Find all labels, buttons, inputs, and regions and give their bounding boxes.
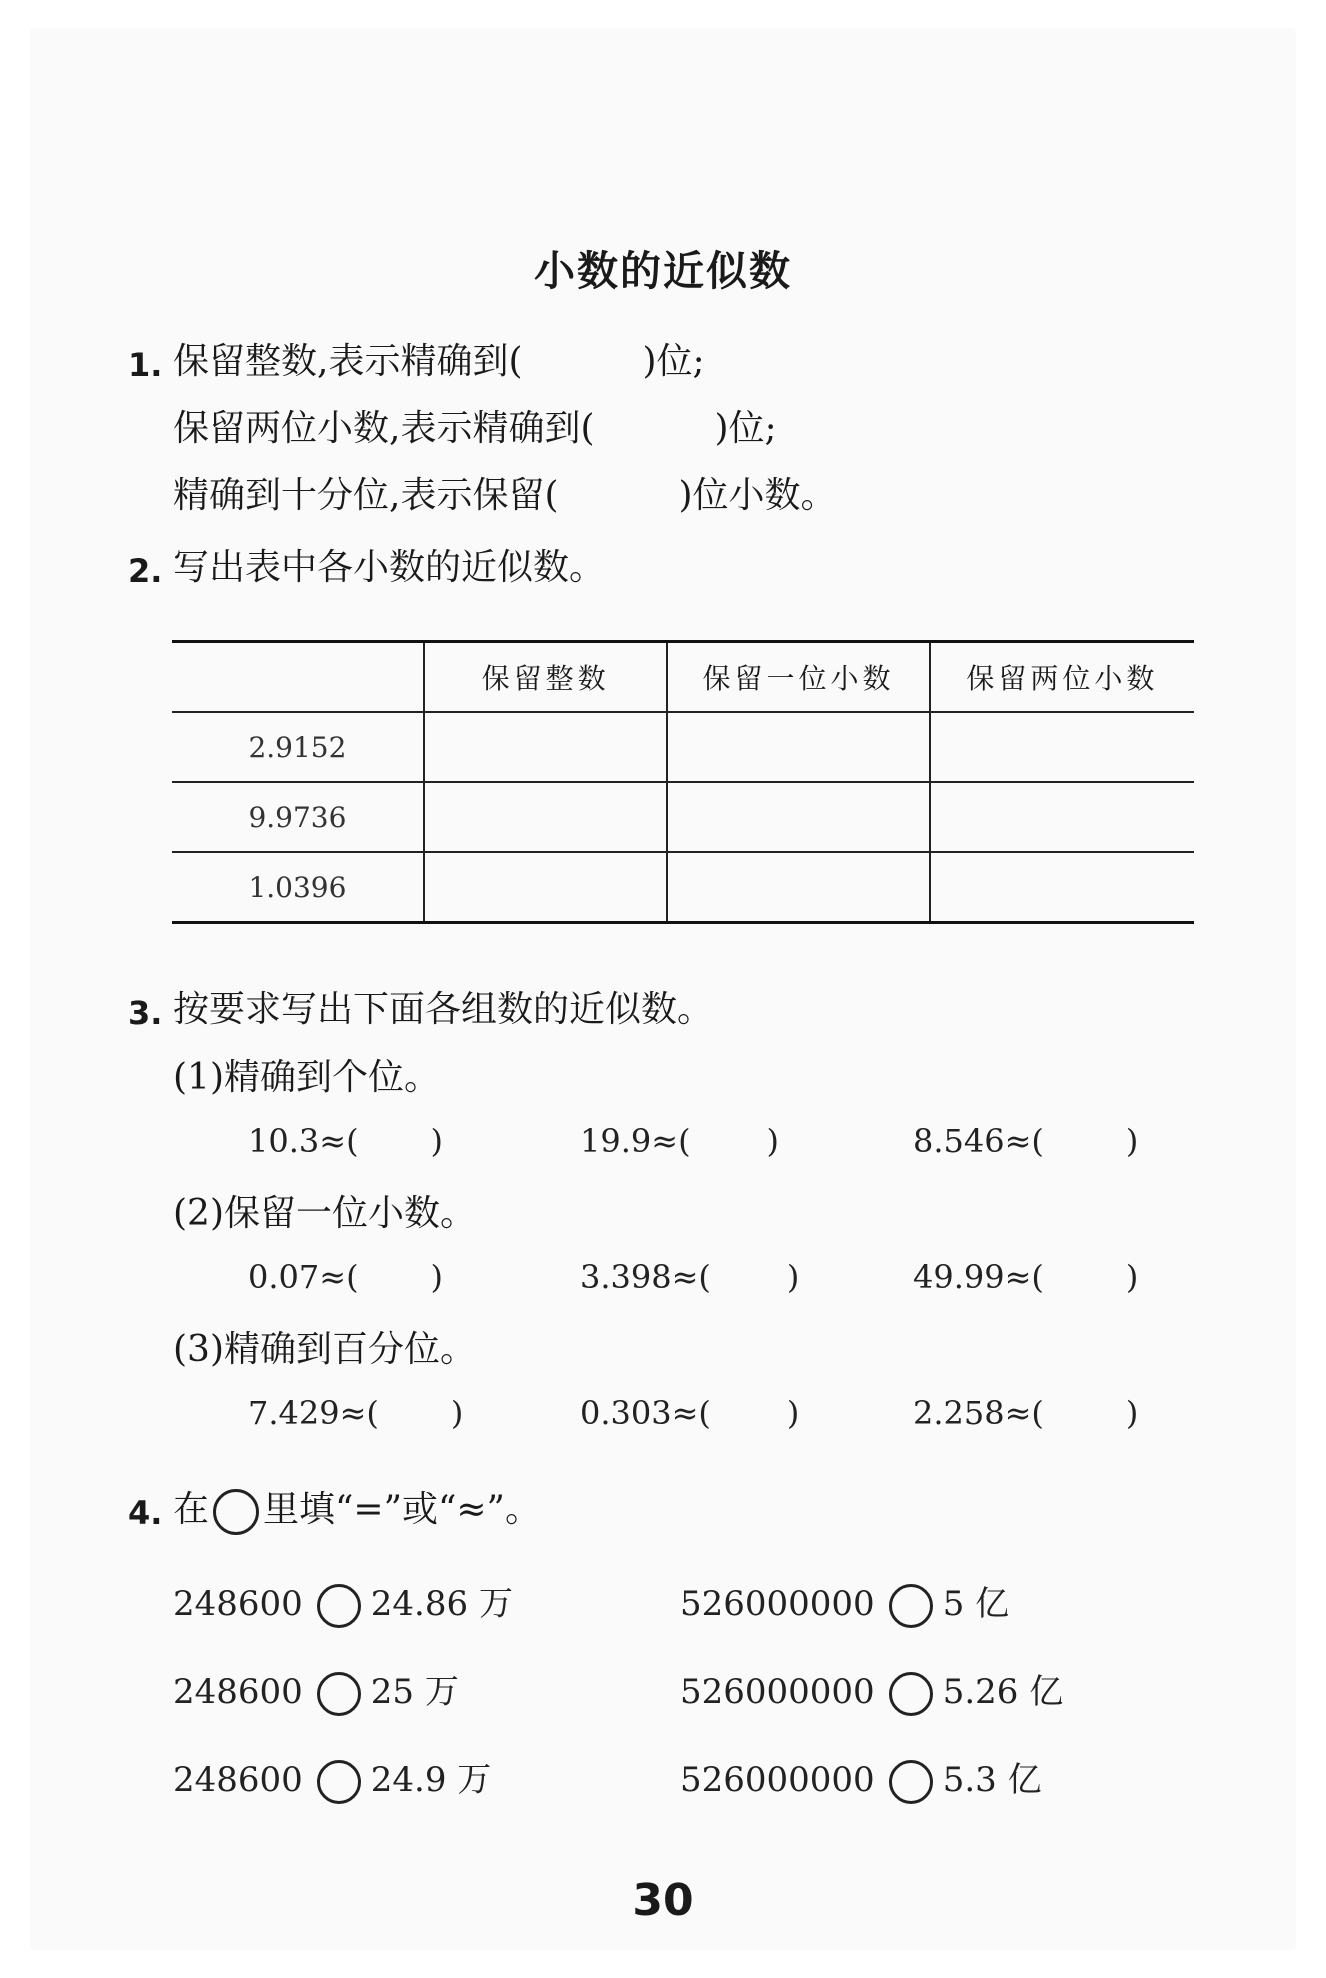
- q3-part-label: (1): [173, 1057, 224, 1098]
- compare-value: 25 万: [370, 1672, 459, 1712]
- compare-number: 526000000: [680, 1760, 875, 1800]
- table-cell-number: 1.0396: [172, 852, 424, 923]
- approx-expression: 0.07≈(: [248, 1258, 359, 1296]
- q3-text: 按要求写出下面各组数的近似数。: [173, 989, 714, 1030]
- compare-value: 5 亿: [942, 1584, 1010, 1624]
- compare-value: 5.26 亿: [942, 1672, 1064, 1712]
- close-paren: ): [430, 1122, 444, 1160]
- compare-value: 24.86 万: [370, 1584, 513, 1624]
- table-cell-answer[interactable]: [424, 852, 667, 923]
- table-row: [172, 852, 1194, 923]
- q3-part3-item3: [913, 1394, 1138, 1432]
- table-row: [172, 712, 1194, 782]
- q1-line2: [173, 407, 777, 451]
- q4-number: 4.: [128, 1494, 163, 1532]
- table-cell-answer[interactable]: [667, 782, 929, 852]
- q4-text-a: 在: [173, 1489, 210, 1530]
- compare-circle[interactable]: [889, 1760, 933, 1804]
- q3-part2-heading: [173, 1192, 476, 1236]
- compare-item: [680, 1752, 1042, 1804]
- close-paren: ): [1125, 1122, 1139, 1160]
- compare-item: [680, 1664, 1063, 1716]
- q1-line3-text: 精确到十分位,表示保留(: [173, 475, 559, 516]
- table-header-row: [172, 642, 1194, 713]
- q3-part3-item2: [580, 1394, 799, 1432]
- q3-part-instruction: 保留一位小数。: [224, 1193, 477, 1234]
- approx-expression: 0.303≈(: [580, 1394, 711, 1432]
- q1-number: 1.: [128, 346, 163, 384]
- table-cell-number: 9.9736: [172, 782, 424, 852]
- close-paren: ): [786, 1258, 800, 1296]
- q3-part1-item3: [913, 1122, 1138, 1160]
- q3-part-label: (2): [173, 1193, 224, 1234]
- table-cell-answer[interactable]: [930, 782, 1194, 852]
- q1-line1-text: 保留整数,表示精确到(: [173, 341, 523, 382]
- close-paren: ): [450, 1394, 464, 1432]
- close-paren: ): [430, 1258, 444, 1296]
- approximation-table: [172, 640, 1194, 924]
- q4-text-b: 里填“=”或“≈”。: [263, 1489, 541, 1530]
- table-header-cell: [172, 642, 424, 713]
- q3-part1-item1: [248, 1122, 443, 1160]
- q3-part-label: (3): [173, 1329, 224, 1370]
- circle-icon: [213, 1489, 259, 1535]
- close-paren: ): [1125, 1394, 1139, 1432]
- q3-part3-heading: [173, 1328, 476, 1372]
- compare-circle[interactable]: [889, 1584, 933, 1628]
- q3-part-instruction: 精确到百分位。: [224, 1329, 477, 1370]
- q1-line1: [173, 340, 705, 384]
- compare-number: 526000000: [680, 1584, 875, 1624]
- q3-part1-item2: [580, 1122, 779, 1160]
- approx-expression: 19.9≈(: [580, 1122, 691, 1160]
- table-cell-answer[interactable]: [424, 782, 667, 852]
- q1-line1-end: )位;: [642, 341, 705, 382]
- close-paren: ): [766, 1122, 780, 1160]
- q3-part2-item3: [913, 1258, 1138, 1296]
- table-header-cell: 保留整数: [424, 642, 667, 713]
- table-cell-answer[interactable]: [930, 712, 1194, 782]
- q3-part2-item2: [580, 1258, 799, 1296]
- compare-value: 5.3 亿: [942, 1760, 1042, 1800]
- approx-expression: 7.429≈(: [248, 1394, 379, 1432]
- q3-number: 3.: [128, 994, 163, 1032]
- compare-value: 24.9 万: [370, 1760, 492, 1800]
- compare-item: [173, 1664, 459, 1716]
- compare-circle[interactable]: [317, 1760, 361, 1804]
- compare-number: 248600: [173, 1760, 303, 1800]
- page-title: 小数的近似数: [534, 247, 792, 295]
- approx-expression: 49.99≈(: [913, 1258, 1044, 1296]
- q2-text: 写出表中各小数的近似数。: [173, 547, 606, 588]
- table-header-cell: 保留两位小数: [930, 642, 1194, 713]
- close-paren: ): [786, 1394, 800, 1432]
- q4-text: [173, 1488, 541, 1535]
- table-header-cell: 保留一位小数: [667, 642, 929, 713]
- approx-expression: 10.3≈(: [248, 1122, 359, 1160]
- table-cell-answer[interactable]: [667, 852, 929, 923]
- approx-expression: 8.546≈(: [913, 1122, 1044, 1160]
- compare-number: 248600: [173, 1672, 303, 1712]
- q2-number: 2.: [128, 552, 163, 590]
- compare-item: [173, 1752, 491, 1804]
- compare-circle[interactable]: [889, 1672, 933, 1716]
- compare-number: 248600: [173, 1584, 303, 1624]
- q1-line3: [173, 474, 837, 518]
- compare-number: 526000000: [680, 1672, 875, 1712]
- q1-line3-end: )位小数。: [678, 475, 837, 516]
- table-cell-number: 2.9152: [172, 712, 424, 782]
- page-number: 30: [632, 1875, 694, 1926]
- q3-part3-item1: [248, 1394, 463, 1432]
- close-paren: ): [1125, 1258, 1139, 1296]
- compare-circle[interactable]: [317, 1584, 361, 1628]
- table-row: [172, 782, 1194, 852]
- compare-circle[interactable]: [317, 1672, 361, 1716]
- compare-item: [680, 1576, 1009, 1628]
- q1-line2-end: )位;: [714, 408, 777, 449]
- q3-part1-heading: [173, 1056, 440, 1100]
- q3-part2-item1: [248, 1258, 443, 1296]
- table-cell-answer[interactable]: [930, 852, 1194, 923]
- approx-expression: 2.258≈(: [913, 1394, 1044, 1432]
- table-cell-answer[interactable]: [667, 712, 929, 782]
- compare-item: [173, 1576, 513, 1628]
- q3-part-instruction: 精确到个位。: [224, 1057, 441, 1098]
- table-cell-answer[interactable]: [424, 712, 667, 782]
- approx-expression: 3.398≈(: [580, 1258, 711, 1296]
- q1-line2-text: 保留两位小数,表示精确到(: [173, 408, 595, 449]
